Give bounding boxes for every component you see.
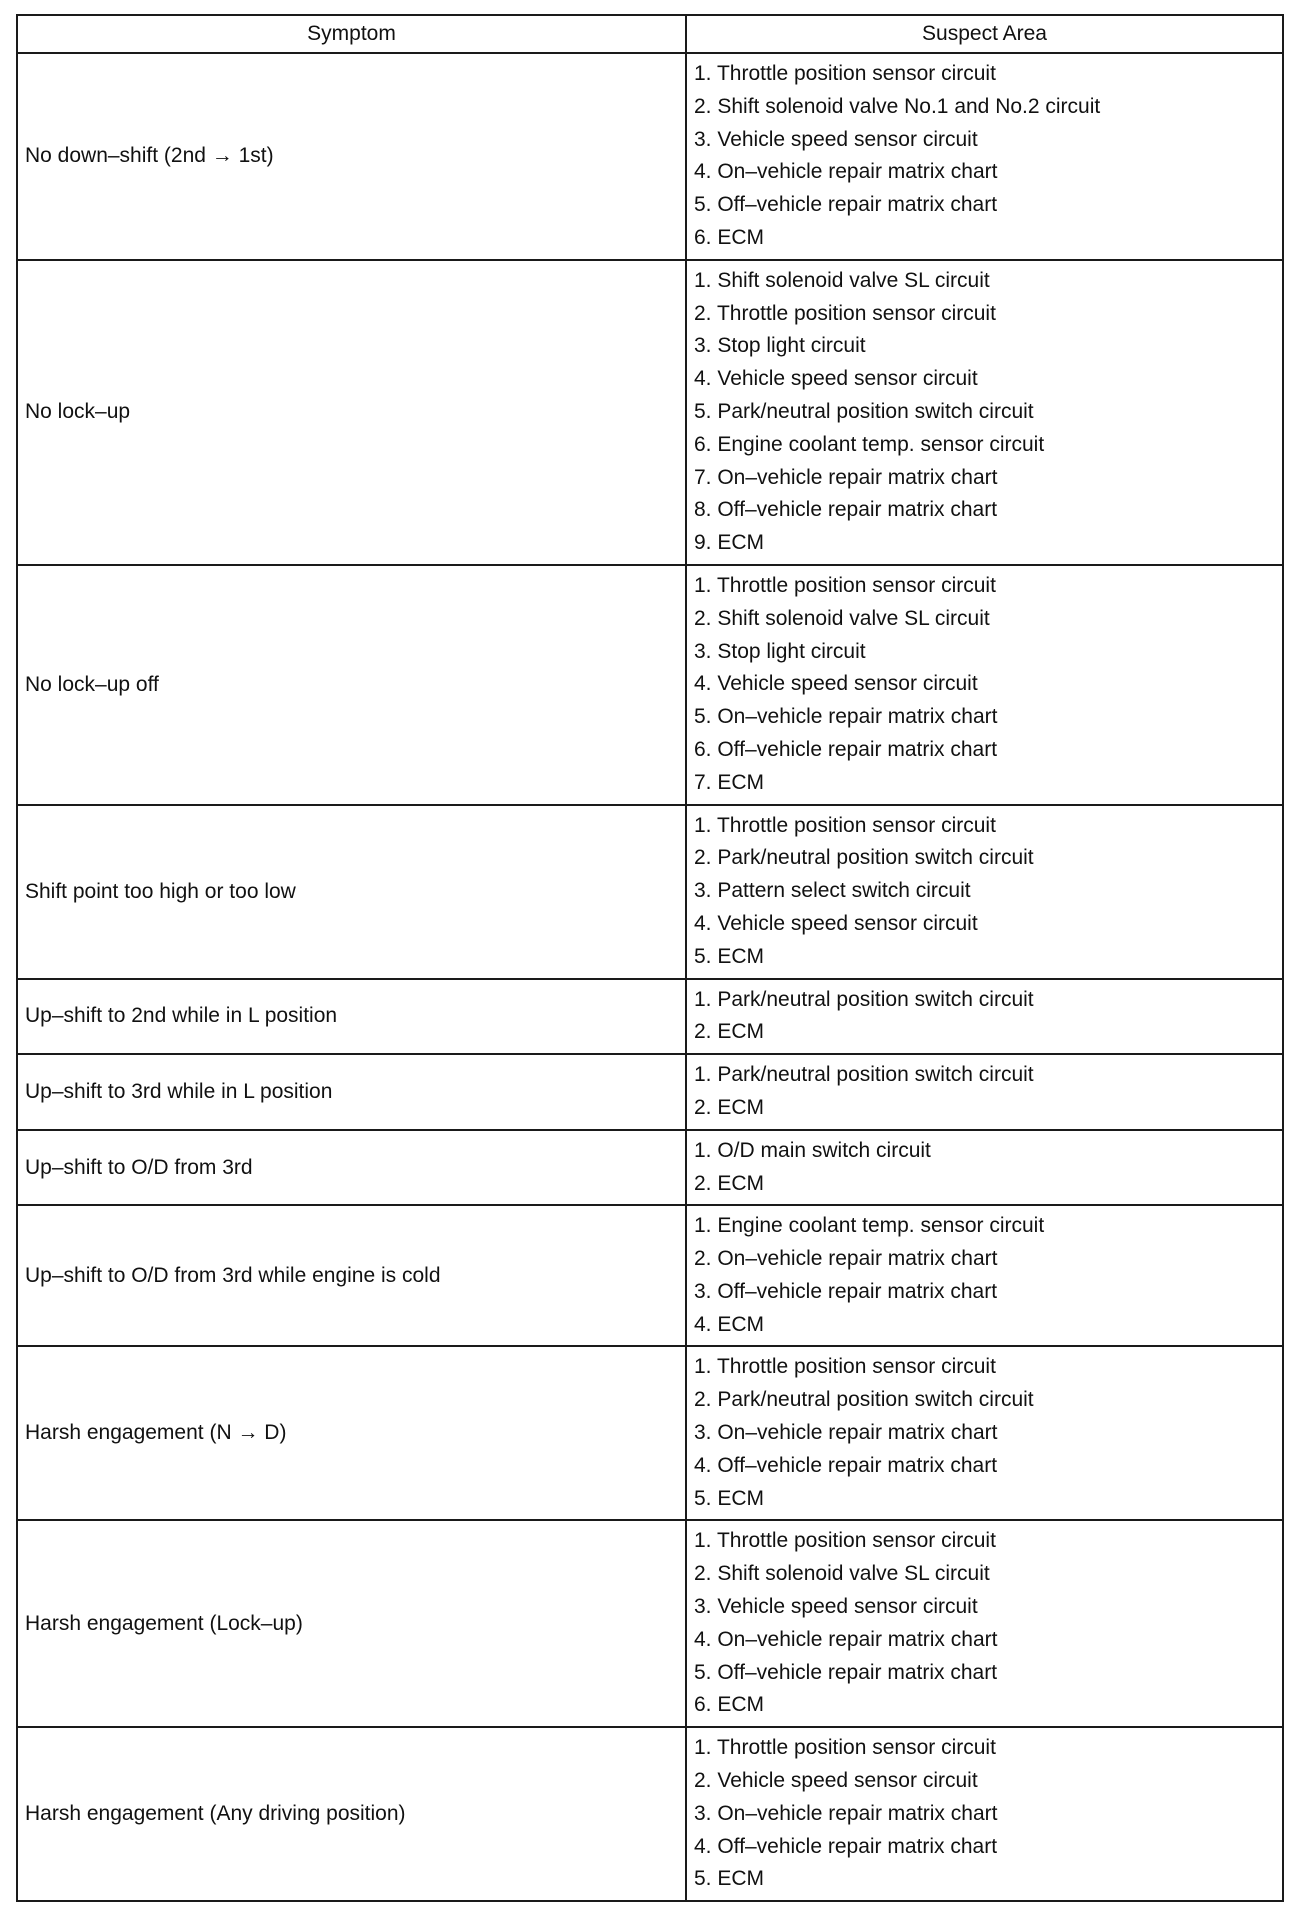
suspect-area-item: 2. Throttle position sensor circuit bbox=[694, 301, 996, 325]
symptom-cell: No down–shift (2nd → 1st) bbox=[17, 53, 686, 260]
suspect-area-list bbox=[687, 1131, 1282, 1205]
suspect-area-item: 6. Engine coolant temp. sensor circuit bbox=[694, 432, 1045, 456]
suspect-area-item: 4. On–vehicle repair matrix chart bbox=[694, 1627, 998, 1651]
table-row bbox=[17, 260, 1283, 565]
suspect-area-item: 2. Park/neutral position switch circuit bbox=[694, 1388, 1034, 1412]
suspect-area-column-header: Suspect Area bbox=[686, 15, 1283, 53]
suspect-area-item: 1. Throttle position sensor circuit bbox=[694, 1736, 996, 1760]
symptom-cell: Up–shift to O/D from 3rd bbox=[17, 1130, 686, 1206]
suspect-area-cell bbox=[686, 565, 1283, 805]
suspect-area-cell bbox=[686, 1205, 1283, 1346]
suspect-area-item: 3. Vehicle speed sensor circuit bbox=[694, 1595, 978, 1619]
table-row bbox=[17, 805, 1283, 979]
suspect-area-item: 2. ECM bbox=[694, 1020, 765, 1044]
suspect-area-item: 1. Throttle position sensor circuit bbox=[694, 813, 996, 837]
suspect-area-item: 1. O/D main switch circuit bbox=[694, 1138, 931, 1162]
suspect-area-list bbox=[687, 1347, 1282, 1519]
suspect-area-cell bbox=[686, 805, 1283, 979]
suspect-area-item: 1. Park/neutral position switch circuit bbox=[694, 1063, 1034, 1087]
suspect-area-item: 1. Park/neutral position switch circuit bbox=[694, 987, 1034, 1011]
suspect-area-item: 3. Pattern select switch circuit bbox=[694, 879, 971, 903]
suspect-area-item: 5. ECM bbox=[694, 1486, 765, 1510]
symptom-cell: Harsh engagement (N → D) bbox=[17, 1346, 686, 1520]
symptom-cell: Up–shift to 2nd while in L position bbox=[17, 979, 686, 1055]
suspect-area-list bbox=[687, 980, 1282, 1054]
suspect-area-list bbox=[687, 1728, 1282, 1900]
suspect-area-cell bbox=[686, 53, 1283, 260]
suspect-area-cell bbox=[686, 1130, 1283, 1206]
suspect-area-item: 3. Off–vehicle repair matrix chart bbox=[694, 1279, 998, 1303]
symptom-cell: No lock–up bbox=[17, 260, 686, 565]
suspect-area-item: 3. Stop light circuit bbox=[694, 639, 866, 663]
symptom-cell: Harsh engagement (Lock–up) bbox=[17, 1520, 686, 1727]
suspect-area-item: 8. Off–vehicle repair matrix chart bbox=[694, 498, 998, 522]
table-row bbox=[17, 1727, 1283, 1901]
suspect-area-list bbox=[687, 1206, 1282, 1345]
suspect-area-item: 1. Throttle position sensor circuit bbox=[694, 62, 996, 85]
table-row bbox=[17, 1130, 1283, 1206]
suspect-area-cell bbox=[686, 979, 1283, 1055]
suspect-area-item: 3. On–vehicle repair matrix chart bbox=[694, 1421, 998, 1445]
suspect-area-list bbox=[687, 1521, 1282, 1726]
suspect-area-cell bbox=[686, 1520, 1283, 1727]
table-row bbox=[17, 1346, 1283, 1520]
suspect-area-list bbox=[687, 566, 1282, 804]
suspect-area-item: 1. Throttle position sensor circuit bbox=[694, 573, 996, 597]
suspect-area-item: 5. ECM bbox=[694, 1867, 765, 1891]
suspect-area-cell bbox=[686, 260, 1283, 565]
suspect-area-list bbox=[687, 261, 1282, 564]
suspect-area-item: 4. Off–vehicle repair matrix chart bbox=[694, 1834, 998, 1858]
symptom-cell: Harsh engagement (Any driving position) bbox=[17, 1727, 686, 1901]
table-row bbox=[17, 1205, 1283, 1346]
suspect-area-item: 4. Off–vehicle repair matrix chart bbox=[694, 1453, 998, 1477]
suspect-area-item: 5. Park/neutral position switch circuit bbox=[694, 399, 1034, 423]
suspect-area-item: 7. On–vehicle repair matrix chart bbox=[694, 465, 998, 489]
suspect-area-item: 4. Vehicle speed sensor circuit bbox=[694, 672, 978, 696]
suspect-area-item: 2. Shift solenoid valve SL circuit bbox=[694, 1562, 990, 1586]
table-row bbox=[17, 53, 1283, 260]
suspect-area-item: 1. Throttle position sensor circuit bbox=[694, 1355, 996, 1379]
table-row bbox=[17, 565, 1283, 805]
suspect-area-item: 3. Vehicle speed sensor circuit bbox=[694, 127, 978, 151]
suspect-area-item: 2. On–vehicle repair matrix chart bbox=[694, 1247, 998, 1271]
suspect-area-item: 6. Off–vehicle repair matrix chart bbox=[694, 737, 998, 761]
suspect-area-item: 1. Throttle position sensor circuit bbox=[694, 1529, 996, 1553]
suspect-area-cell bbox=[686, 1727, 1283, 1901]
suspect-area-item: 2. ECM bbox=[694, 1095, 765, 1119]
suspect-area-item: 5. Off–vehicle repair matrix chart bbox=[694, 193, 998, 217]
suspect-area-item: 7. ECM bbox=[694, 770, 765, 794]
table-row bbox=[17, 1054, 1283, 1130]
suspect-area-item: 2. ECM bbox=[694, 1171, 765, 1195]
suspect-area-item: 4. ECM bbox=[694, 1312, 765, 1336]
symptom-cell: Up–shift to O/D from 3rd while engine is cold bbox=[17, 1205, 686, 1346]
table-header-row bbox=[17, 15, 1283, 53]
suspect-area-item: 2. Park/neutral position switch circuit bbox=[694, 846, 1034, 870]
symptom-table bbox=[16, 14, 1284, 1902]
suspect-area-item: 6. ECM bbox=[694, 1693, 765, 1717]
suspect-area-item: 2. Shift solenoid valve No.1 and No.2 circuit bbox=[694, 94, 1101, 118]
symptom-cell: Up–shift to 3rd while in L position bbox=[17, 1054, 686, 1130]
suspect-area-item: 3. Stop light circuit bbox=[694, 334, 866, 358]
suspect-area-item: 1. Shift solenoid valve SL circuit bbox=[694, 268, 990, 292]
suspect-area-cell bbox=[686, 1346, 1283, 1520]
suspect-area-item: 2. Vehicle speed sensor circuit bbox=[694, 1769, 978, 1793]
suspect-area-item: 6. ECM bbox=[694, 225, 765, 249]
symptom-cell: Shift point too high or too low bbox=[17, 805, 686, 979]
suspect-area-item: 4. On–vehicle repair matrix chart bbox=[694, 160, 998, 184]
suspect-area-cell bbox=[686, 1054, 1283, 1130]
suspect-area-item: 4. Vehicle speed sensor circuit bbox=[694, 911, 978, 935]
suspect-area-item: 4. Vehicle speed sensor circuit bbox=[694, 367, 978, 391]
suspect-area-list bbox=[687, 1055, 1282, 1129]
suspect-area-list bbox=[687, 806, 1282, 978]
suspect-area-list bbox=[687, 54, 1282, 259]
suspect-area-item: 2. Shift solenoid valve SL circuit bbox=[694, 606, 990, 630]
suspect-area-item: 5. On–vehicle repair matrix chart bbox=[694, 705, 998, 729]
table-row bbox=[17, 979, 1283, 1055]
suspect-area-item: 5. ECM bbox=[694, 944, 765, 968]
table-body bbox=[17, 53, 1283, 1901]
symptom-column-header: Symptom bbox=[17, 15, 686, 53]
symptom-cell: No lock–up off bbox=[17, 565, 686, 805]
suspect-area-item: 1. Engine coolant temp. sensor circuit bbox=[694, 1214, 1045, 1238]
suspect-area-item: 5. Off–vehicle repair matrix chart bbox=[694, 1660, 998, 1684]
table-row bbox=[17, 1520, 1283, 1727]
suspect-area-item: 3. On–vehicle repair matrix chart bbox=[694, 1801, 998, 1825]
suspect-area-item: 9. ECM bbox=[694, 531, 765, 555]
